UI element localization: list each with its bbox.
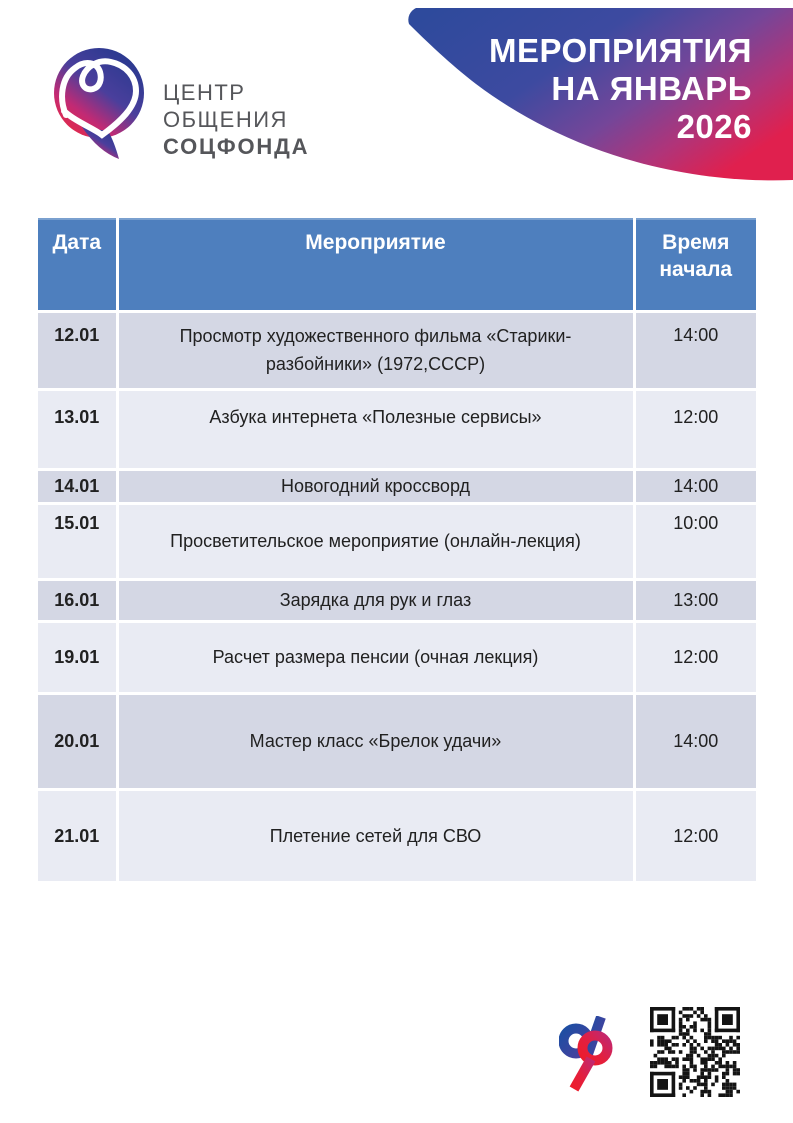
table-row [38,579,756,621]
org-name-line-1: ЦЕНТР [163,80,246,105]
time-cell: 12:00 [634,789,756,881]
header-date: Дата [38,219,117,311]
time-cell: 12:00 [634,389,756,469]
time-cell: 13:00 [634,579,756,621]
date-cell: 21.01 [38,789,117,881]
events-table [38,218,756,881]
event-cell: Новогодний кроссворд [117,469,634,503]
header-time: Время начала [634,219,756,311]
date-cell: 15.01 [38,503,117,579]
org-name-line-3: СОЦФОНДА [163,134,310,159]
date-cell: 19.01 [38,621,117,693]
event-cell: Просмотр художественного фильма «Старики-разбойники» (1972,СССР) [117,311,634,389]
time-cell: 14:00 [634,469,756,503]
table-row [38,693,756,789]
social-fund-monogram-icon [559,1016,613,1092]
table-row [38,621,756,693]
table-header-row [38,219,756,311]
event-cell: Просветительское мероприятие (онлайн-лекция) [117,503,634,579]
table-row [38,311,756,389]
org-name-line-2: ОБЩЕНИЯ [163,107,288,132]
brand-header [52,47,392,167]
time-cell: 14:00 [634,693,756,789]
date-cell: 20.01 [38,693,117,789]
table-row [38,789,756,881]
header-event: Мероприятие [117,219,634,311]
month-banner [396,8,793,190]
banner-title-line-1: МЕРОПРИЯТИЯ [488,32,752,69]
event-cell: Плетение сетей для СВО [117,789,634,881]
event-cell: Расчет размера пенсии (очная лекция) [117,621,634,693]
banner-title [489,32,752,146]
event-cell: Мастер класс «Брелок удачи» [117,693,634,789]
event-cell: Азбука интернета «Полезные сервисы» [117,389,634,469]
qr-code [650,1007,740,1097]
banner-title-line-2: НА ЯНВАРЬ [551,70,752,107]
banner-title-line-3: 2026 [676,108,752,145]
time-cell: 14:00 [634,311,756,389]
heart-speech-bubble-icon [52,47,152,165]
event-cell: Зарядка для рук и глаз [117,579,634,621]
table-row [38,469,756,503]
table-row [38,389,756,469]
table-row [38,503,756,579]
date-cell: 16.01 [38,579,117,621]
date-cell: 13.01 [38,389,117,469]
org-name [163,79,309,160]
date-cell: 12.01 [38,311,117,389]
date-cell: 14.01 [38,469,117,503]
time-cell: 10:00 [634,503,756,579]
time-cell: 12:00 [634,621,756,693]
